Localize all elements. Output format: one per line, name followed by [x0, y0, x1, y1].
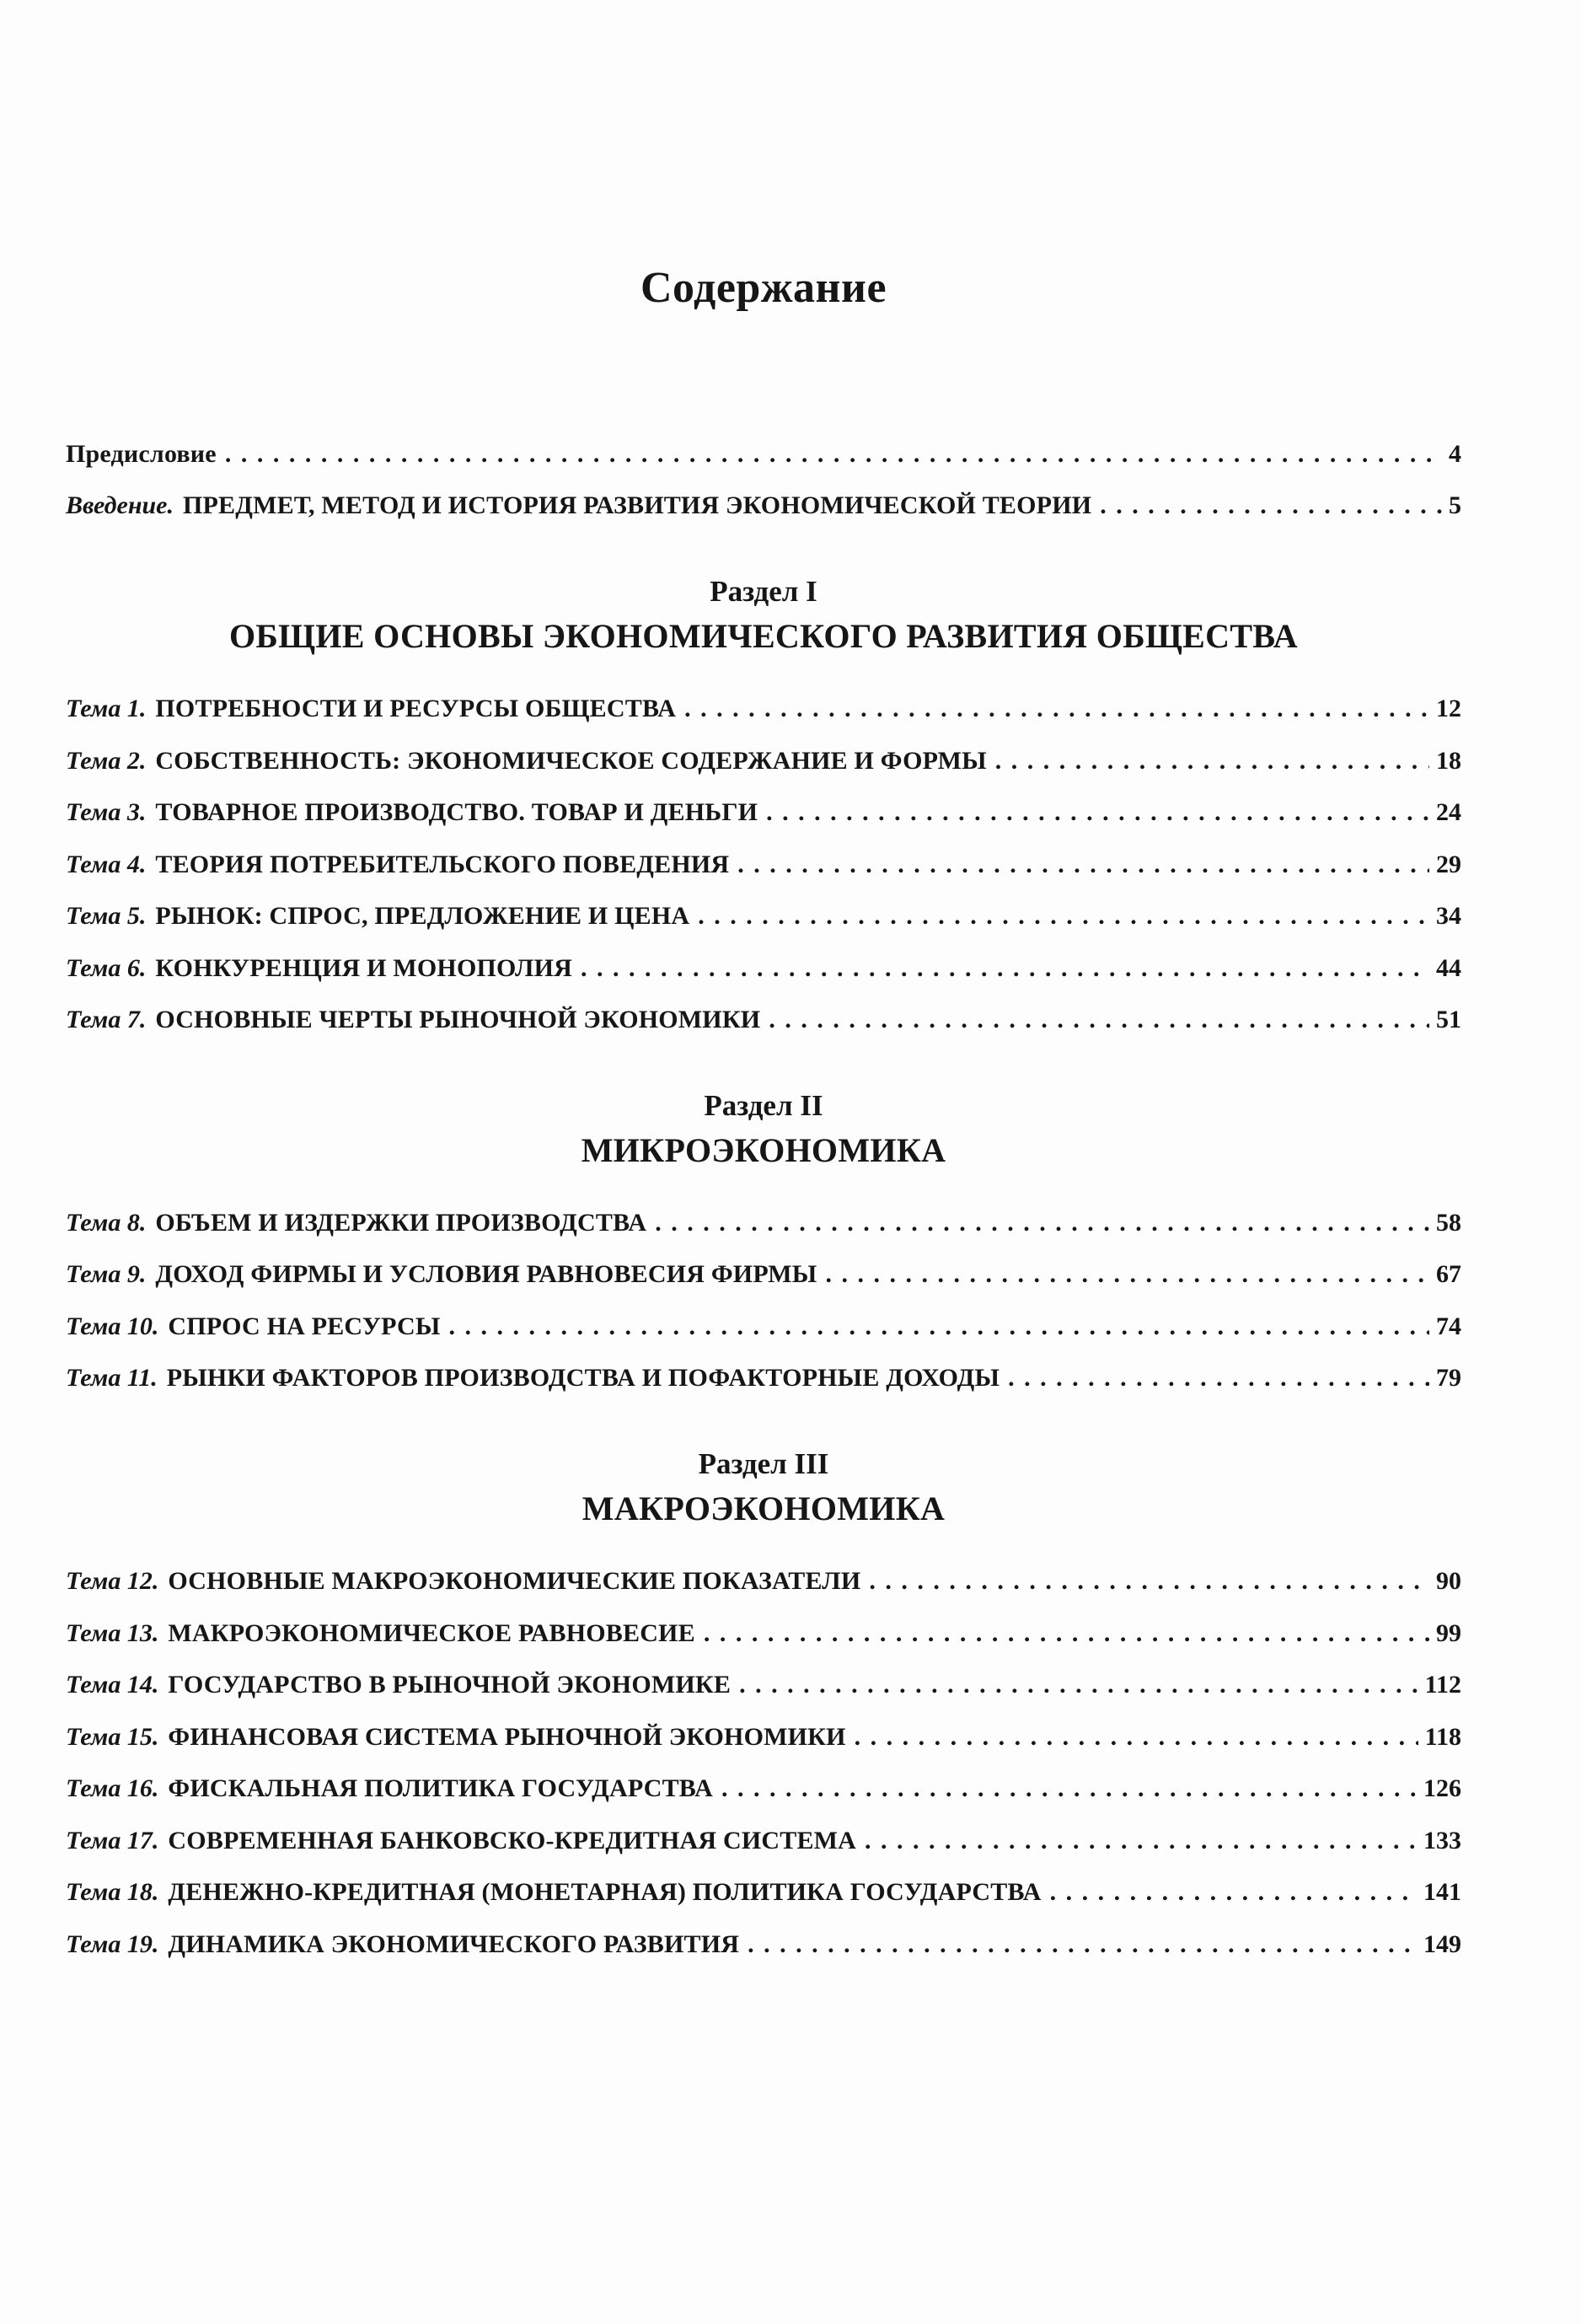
page-number: 99: [1436, 1618, 1461, 1647]
toc-entry-title: ТОВАРНОЕ ПРОИЗВОДСТВО. ТОВАР И ДЕНЬГИ: [155, 798, 758, 827]
toc-entry-title: МАКРОЭКОНОМИЧЕСКОЕ РАВНОВЕСИЕ: [168, 1618, 695, 1647]
section-number: Раздел II: [704, 1088, 823, 1122]
toc-entry-title: ОСНОВНЫЕ МАКРОЭКОНОМИЧЕСКИЕ ПОКАЗАТЕЛИ: [168, 1567, 861, 1596]
page-number: 44: [1436, 953, 1461, 982]
section-number: Раздел I: [710, 574, 817, 608]
toc-entry: [66, 1364, 1461, 1393]
toc-entry-prefix: Тема 12.: [66, 1567, 159, 1596]
page-number: 67: [1436, 1260, 1461, 1289]
dot-leader: [825, 1260, 1429, 1290]
page-number: 18: [1436, 746, 1461, 775]
toc-entry-prefix: Тема 11.: [66, 1364, 158, 1393]
section-heading: [66, 575, 1461, 656]
toc-entry-title: РЫНКИ ФАКТОРОВ ПРОИЗВОДСТВА И ПОФАКТОРНЫЕ ДОХОДЫ: [166, 1364, 1000, 1393]
toc-entry-title: Предисловие: [66, 439, 217, 468]
toc-entry: [66, 1827, 1461, 1856]
page-number: 5: [1449, 491, 1461, 520]
toc-entry-title: СПРОС НА РЕСУРСЫ: [168, 1312, 441, 1340]
toc-entry-title: СОВРЕМЕННАЯ БАНКОВСКО-КРЕДИТНАЯ СИСТЕМА: [168, 1826, 857, 1854]
dot-leader: [855, 1723, 1418, 1752]
page-number: 74: [1436, 1312, 1461, 1340]
toc-entry: [66, 1619, 1461, 1649]
toc-entry: [66, 1671, 1461, 1700]
toc-entry-prefix: Тема 1.: [66, 695, 147, 723]
toc-entry-prefix: Тема 8.: [66, 1208, 147, 1237]
toc-entry-prefix: Тема 19.: [66, 1930, 159, 1958]
dot-leader: [704, 1619, 1429, 1649]
toc-entry-title: РЫНОК: СПРОС, ПРЕДЛОЖЕНИЕ И ЦЕНА: [155, 902, 690, 931]
toc-entry-prefix: Тема 7.: [66, 1006, 147, 1034]
toc-entry-prefix: Тема 2.: [66, 746, 147, 775]
section-number: Раздел III: [698, 1446, 829, 1480]
dot-leader: [995, 747, 1429, 776]
page-number: 34: [1436, 902, 1461, 931]
page-number: 126: [1423, 1774, 1461, 1803]
dot-leader: [748, 1930, 1417, 1960]
page-number: 12: [1436, 695, 1461, 723]
toc-entry-prefix: Тема 3.: [66, 798, 147, 827]
front-matter: [66, 440, 1461, 521]
dot-leader: [1100, 491, 1442, 521]
toc-entry: [66, 1567, 1461, 1597]
toc-entry: [66, 798, 1461, 828]
toc-entry-title: СОБСТВЕННОСТЬ: ЭКОНОМИЧЕСКОЕ СОДЕРЖАНИЕ И ФОРМЫ: [155, 746, 987, 775]
toc-entry-title: ПРЕДМЕТ, МЕТОД И ИСТОРИЯ РАЗВИТИЯ ЭКОНОМИЧЕСКОЙ ТЕОРИИ: [182, 491, 1092, 520]
toc-entry-prefix: Тема 15.: [66, 1722, 159, 1751]
section-heading: [66, 1089, 1461, 1170]
page-number: 79: [1436, 1364, 1461, 1393]
dot-leader: [225, 440, 1442, 470]
page-number: 112: [1424, 1671, 1461, 1699]
toc-entry: [66, 1723, 1461, 1752]
dot-leader: [1008, 1364, 1429, 1393]
page-number: 90: [1436, 1567, 1461, 1596]
toc-entry: [66, 902, 1461, 931]
toc-entry-prefix: Тема 4.: [66, 850, 147, 878]
toc-entry-title: ОБЪЕМ И ИЗДЕРЖКИ ПРОИЗВОДСТВА: [155, 1208, 647, 1237]
toc-entry: [66, 954, 1461, 984]
page-title: Содержание: [640, 264, 887, 312]
toc-entry-title: ФИСКАЛЬНАЯ ПОЛИТИКА ГОСУДАРСТВА: [168, 1774, 713, 1803]
section-title: МАКРОЭКОНОМИКА: [581, 1489, 946, 1528]
toc-entry-prefix: Тема 6.: [66, 953, 147, 982]
toc-entry: [66, 1930, 1461, 1960]
page-number: 4: [1449, 439, 1461, 468]
dot-leader: [869, 1567, 1429, 1597]
toc-entry-title: ДЕНЕЖНО-КРЕДИТНАЯ (МОНЕТАРНАЯ) ПОЛИТИКА ГОСУДАРСТВА: [168, 1878, 1042, 1907]
toc-section-2: [66, 1089, 1461, 1393]
section-title: МИКРОЭКОНОМИКА: [581, 1130, 946, 1169]
toc-entry-title: ТЕОРИЯ ПОТРЕБИТЕЛЬСКОГО ПОВЕДЕНИЯ: [155, 850, 730, 878]
toc-entry: [66, 491, 1461, 521]
page-number: 51: [1436, 1006, 1461, 1034]
page-number: 29: [1436, 850, 1461, 878]
page-number: 118: [1424, 1722, 1461, 1751]
toc-entry-prefix: Тема 5.: [66, 902, 147, 931]
toc-entry-prefix: Тема 13.: [66, 1618, 159, 1647]
toc-section-1: [66, 575, 1461, 1035]
toc-entry-prefix: Тема 10.: [66, 1312, 159, 1340]
page-number: 58: [1436, 1208, 1461, 1237]
toc-entry: [66, 695, 1461, 724]
dot-leader: [769, 1006, 1429, 1035]
section-heading: [66, 1447, 1461, 1528]
toc-entry-title: ФИНАНСОВАЯ СИСТЕМА РЫНОЧНОЙ ЭКОНОМИКИ: [168, 1722, 846, 1751]
toc-entry-title: КОНКУРЕНЦИЯ И МОНОПОЛИЯ: [155, 953, 573, 982]
toc-entry: [66, 1878, 1461, 1908]
dot-leader: [721, 1774, 1417, 1804]
toc-entry: [66, 1006, 1461, 1035]
page-number: 141: [1423, 1878, 1461, 1907]
toc-entry-prefix: Тема 17.: [66, 1826, 159, 1854]
page-number: 133: [1423, 1826, 1461, 1854]
toc-entry-title: ПОТРЕБНОСТИ И РЕСУРСЫ ОБЩЕСТВА: [155, 695, 677, 723]
page-number: 149: [1423, 1930, 1461, 1958]
toc-entry-prefix: Тема 9.: [66, 1260, 147, 1289]
toc-section-3: [66, 1447, 1461, 1959]
dot-leader: [739, 1671, 1418, 1700]
toc-entry: [66, 1209, 1461, 1238]
toc-entry-prefix: Введение.: [66, 491, 174, 520]
dot-leader: [655, 1209, 1429, 1238]
toc-entry-title: ГОСУДАРСТВО В РЫНОЧНОЙ ЭКОНОМИКЕ: [168, 1671, 732, 1699]
toc-entry-title: ОСНОВНЫЕ ЧЕРТЫ РЫНОЧНОЙ ЭКОНОМИКИ: [155, 1006, 761, 1034]
toc-entry: [66, 1312, 1461, 1342]
toc-entry: [66, 747, 1461, 776]
dot-leader: [766, 798, 1429, 828]
toc-entry-title: ДОХОД ФИРМЫ И УСЛОВИЯ РАВНОВЕСИЯ ФИРМЫ: [155, 1260, 817, 1289]
page-number: 24: [1436, 798, 1461, 827]
dot-leader: [449, 1312, 1429, 1342]
toc-entry: [66, 440, 1461, 470]
toc-entry-prefix: Тема 16.: [66, 1774, 159, 1803]
dot-leader: [737, 851, 1429, 880]
dot-leader: [684, 695, 1429, 724]
toc-entry-title: ДИНАМИКА ЭКОНОМИЧЕСКОГО РАЗВИТИЯ: [168, 1930, 740, 1958]
toc-entry: [66, 1260, 1461, 1290]
dot-leader: [581, 954, 1429, 984]
dot-leader: [698, 902, 1429, 931]
dot-leader: [865, 1827, 1417, 1856]
toc-entry-prefix: Тема 18.: [66, 1878, 159, 1907]
toc-entry: [66, 1774, 1461, 1804]
toc-entry: [66, 851, 1461, 880]
section-title: ОБЩИЕ ОСНОВЫ ЭКОНОМИЧЕСКОГО РАЗВИТИЯ ОБЩЕСТВА: [229, 617, 1298, 656]
toc-entry-prefix: Тема 14.: [66, 1671, 159, 1699]
dot-leader: [1050, 1878, 1417, 1908]
